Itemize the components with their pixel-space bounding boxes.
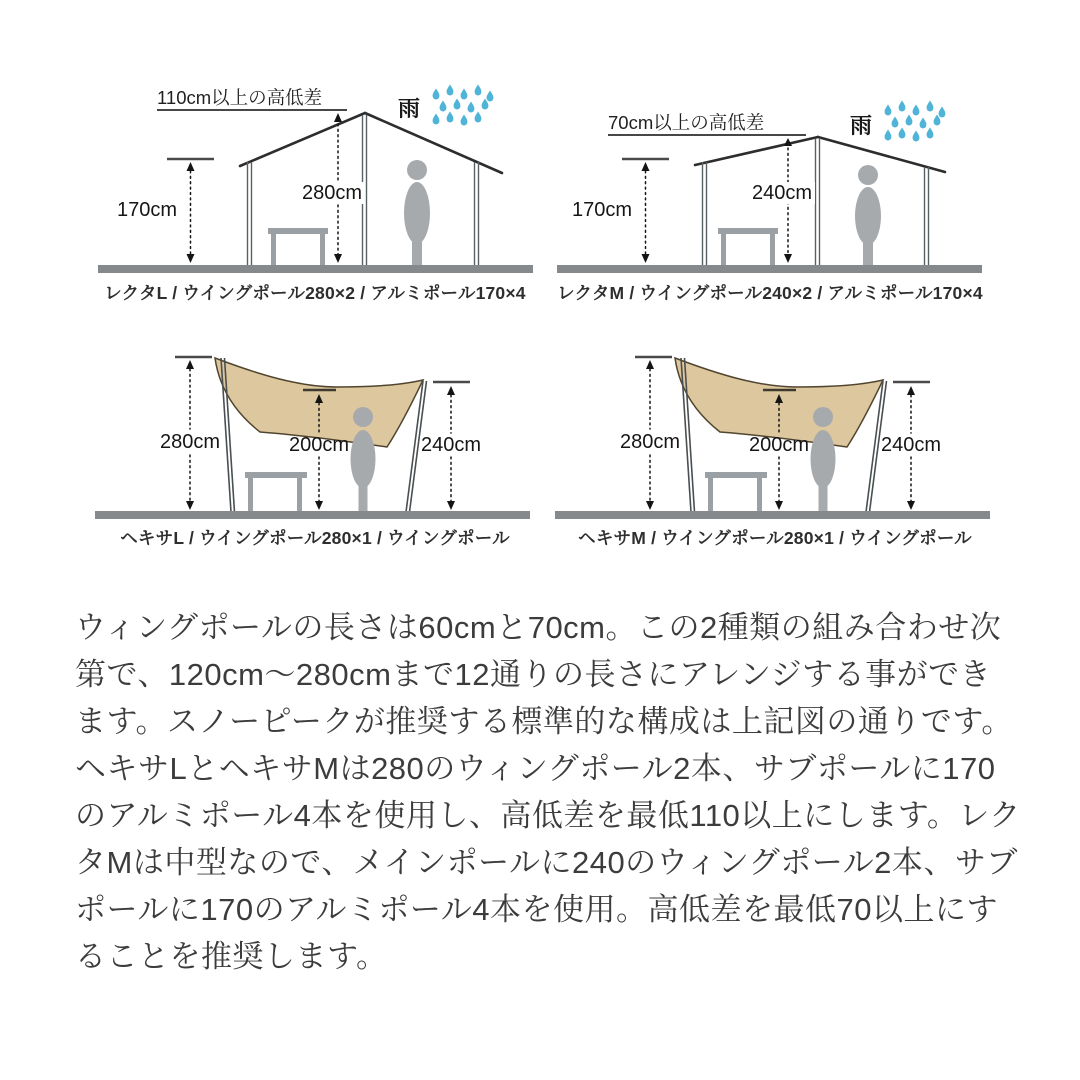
rekta-m-drawing: [550, 82, 990, 278]
right-pole-measure: [881, 382, 941, 510]
table-figure: [245, 472, 307, 511]
diagram-rekta-m: [550, 82, 990, 305]
left-pole-measure: [160, 357, 220, 510]
left-pole-measure-label: 280cm: [159, 431, 221, 453]
caption-hexa-m: ヘキサM / ウイングポール280×1 / ウイングポール: [578, 528, 972, 548]
person-figure: [855, 165, 881, 265]
table-figure: [268, 228, 328, 265]
table-figure: [705, 472, 767, 511]
description-line: ポールに170のアルミポール4本を使用。高低差を最低70以上にす: [75, 892, 998, 927]
right-pole-measure-label: 240cm: [420, 434, 482, 456]
description-line: ます。スノーピークが推奨する標準的な構成は上記図の通りです。: [75, 704, 1013, 739]
person-figure: [404, 160, 430, 265]
description-text: [75, 604, 1025, 980]
caption-rekta-l: レクタL / ウイングポール280×2 / アルミポール170×4: [104, 283, 526, 303]
ground-line: [95, 511, 530, 519]
table-figure: [718, 228, 778, 265]
description-line: ヘキサLとヘキサMは280のウィングポール2本、サブポールに170: [75, 751, 996, 786]
rain-icon: [850, 101, 945, 142]
description-line: タMは中型なので、メインポールに240のウィングポール2本、サブ: [75, 845, 1018, 880]
right-pole-measure: [421, 382, 481, 510]
height-diff-label: 110cm以上の高低差: [157, 87, 323, 108]
diagram-hexa-m: [550, 345, 1000, 550]
sub-pole-measure: [572, 159, 669, 263]
description-line: ることを推奨します。: [75, 939, 388, 974]
caption-hexa-l: ヘキサL / ウイングポール280×1 / ウイングポール: [120, 528, 510, 548]
sub-pole-measure-label: 170cm: [117, 199, 178, 221]
ground-line: [555, 511, 990, 519]
hexa-m-drawing: [550, 345, 1000, 523]
center-height-measure-label: 200cm: [748, 434, 810, 456]
rain-label: 雨: [398, 96, 421, 121]
sub-pole-measure: [117, 159, 214, 263]
hexa-l-drawing: [90, 345, 540, 523]
center-height-measure-label: 200cm: [288, 434, 350, 456]
height-diff-label: 70cm以上の高低差: [608, 112, 765, 133]
rekta-l-drawing: [95, 82, 535, 278]
ground-line: [98, 265, 533, 273]
diagram-rekta-l: [95, 82, 535, 305]
rain-icon: [398, 85, 493, 126]
sub-pole-measure-label: 170cm: [572, 199, 633, 221]
description-line: のアルミポール4本を使用し、高低差を最低110以上にします。レク: [75, 798, 1021, 833]
rain-label: 雨: [850, 113, 873, 138]
caption-rekta-m: レクタM / ウイングポール240×2 / アルミポール170×4: [557, 283, 983, 303]
description-line: 第で、120cm〜280cmまで12通りの長さにアレンジする事ができ: [75, 657, 992, 692]
description-line: ウィングポールの長さは60cmと70cm。この2種類の組み合わせ次: [75, 610, 1002, 645]
diagram-hexa-l: [90, 345, 540, 550]
left-pole-measure: [620, 357, 680, 510]
main-pole-measure: [749, 138, 815, 263]
left-pole-measure-label: 280cm: [619, 431, 681, 453]
right-pole-measure-label: 240cm: [880, 434, 942, 456]
main-pole-measure-label: 280cm: [302, 182, 363, 204]
main-pole-measure-label: 240cm: [752, 182, 813, 204]
ground-line: [557, 265, 982, 273]
